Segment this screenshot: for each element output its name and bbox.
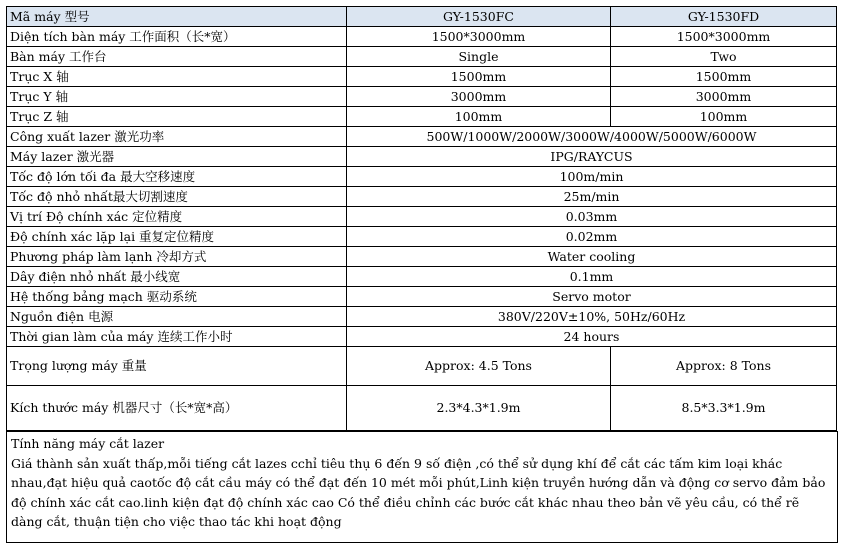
- row-label: Tốc độ nhỏ nhất最大切割速度: [7, 187, 347, 207]
- table-row: [7, 47, 837, 67]
- shared-value: IPG/RAYCUS: [347, 147, 837, 167]
- value-fd: Approx: 8 Tons: [611, 347, 837, 386]
- model-fc-header: GY-1530FC: [347, 7, 611, 27]
- table-row: [7, 147, 837, 167]
- row-label: Hệ thống bảng mạch 驱动系统: [7, 287, 347, 307]
- table-row: [7, 247, 837, 267]
- table-row: [7, 187, 837, 207]
- shared-value: 380V/220V±10%, 50Hz/60Hz: [347, 307, 837, 327]
- table-row: [7, 327, 837, 347]
- row-label: Trọng lượng máy 重量: [7, 347, 347, 386]
- row-label: Máy lazer 激光器: [7, 147, 347, 167]
- row-label: Nguồn điện 电源: [7, 307, 347, 327]
- row-label: Trục X 轴: [7, 67, 347, 87]
- value-fc: 2.3*4.3*1.9m: [347, 386, 611, 431]
- table-row: [7, 307, 837, 327]
- table-row: [7, 267, 837, 287]
- table-row: [7, 87, 837, 107]
- row-label: Thời gian làm của máy 连续工作小时: [7, 327, 347, 347]
- row-label: Mã máy 型号: [7, 7, 347, 27]
- table-row: [7, 386, 837, 431]
- row-label: Bàn máy 工作台: [7, 47, 347, 67]
- row-label: Trục Z 轴: [7, 107, 347, 127]
- row-label: Vị trí Độ chính xác 定位精度: [7, 207, 347, 227]
- shared-value: Servo motor: [347, 287, 837, 307]
- shared-value: 25m/min: [347, 187, 837, 207]
- table-row: [7, 127, 837, 147]
- table-row: [7, 227, 837, 247]
- value-fd: Two: [611, 47, 837, 67]
- value-fd: 100mm: [611, 107, 837, 127]
- value-fd: 8.5*3.3*1.9m: [611, 386, 837, 431]
- row-label: Diện tích bàn máy 工作面积（长*宽）: [7, 27, 347, 47]
- row-label: Dây điện nhỏ nhất 最小线宽: [7, 267, 347, 287]
- shared-value: 0.02mm: [347, 227, 837, 247]
- row-label: Trục Y 轴: [7, 87, 347, 107]
- shared-value: 100m/min: [347, 167, 837, 187]
- row-label: Phương pháp làm lạnh 冷却方式: [7, 247, 347, 267]
- features-notes: [6, 431, 838, 543]
- table-row: [7, 167, 837, 187]
- table-row: [7, 27, 837, 47]
- table-row: [7, 7, 837, 27]
- row-label: Kích thước máy 机器尺寸（长*宽*高）: [7, 386, 347, 431]
- table-row: [7, 347, 837, 386]
- value-fc: 3000mm: [347, 87, 611, 107]
- shared-value: 24 hours: [347, 327, 837, 347]
- shared-value: Water cooling: [347, 247, 837, 267]
- table-row: [7, 107, 837, 127]
- value-fc: 1500mm: [347, 67, 611, 87]
- value-fd: 3000mm: [611, 87, 837, 107]
- value-fd: 1500mm: [611, 67, 837, 87]
- value-fc: 1500*3000mm: [347, 27, 611, 47]
- spec-table: [6, 6, 837, 431]
- row-label: Tốc độ lớn tối đa 最大空移速度: [7, 167, 347, 187]
- table-row: [7, 67, 837, 87]
- value-fc: 100mm: [347, 107, 611, 127]
- row-label: Công xuất lazer 激光功率: [7, 127, 347, 147]
- value-fd: 1500*3000mm: [611, 27, 837, 47]
- notes-body: Giá thành sản xuất thấp,mỗi tiếng cắt lazes cchỉ tiêu thụ 6 đến 9 số điện ,có thể sử dụng khí để cắt các tấm kim loại khác nhau,đạt hiệu quả caotốc độ cắt cầu máy có thể đạt đến 10 mét mỗi phút,Linh kiện truyền hướng dẫn và động cơ servo đảm bảo độ chính xác cắt cao.linh kiện đạt độ chính xác cao Có thể điều chỉnh các bước cắt khác nhau theo bản vẽ yêu cầu, có thể rẽ dàng cắt, thuận tiện cho việc thao tác khi hoạt động: [11, 455, 826, 529]
- row-label: Độ chính xác lặp lại 重复定位精度: [7, 227, 347, 247]
- table-row: [7, 287, 837, 307]
- shared-value: 0.1mm: [347, 267, 837, 287]
- value-fc: Single: [347, 47, 611, 67]
- model-fd-header: GY-1530FD: [611, 7, 837, 27]
- shared-value: 500W/1000W/2000W/3000W/4000W/5000W/6000W: [347, 127, 837, 147]
- value-fc: Approx: 4.5 Tons: [347, 347, 611, 386]
- table-row: [7, 207, 837, 227]
- notes-title: Tính năng máy cắt lazer: [11, 436, 165, 451]
- shared-value: 0.03mm: [347, 207, 837, 227]
